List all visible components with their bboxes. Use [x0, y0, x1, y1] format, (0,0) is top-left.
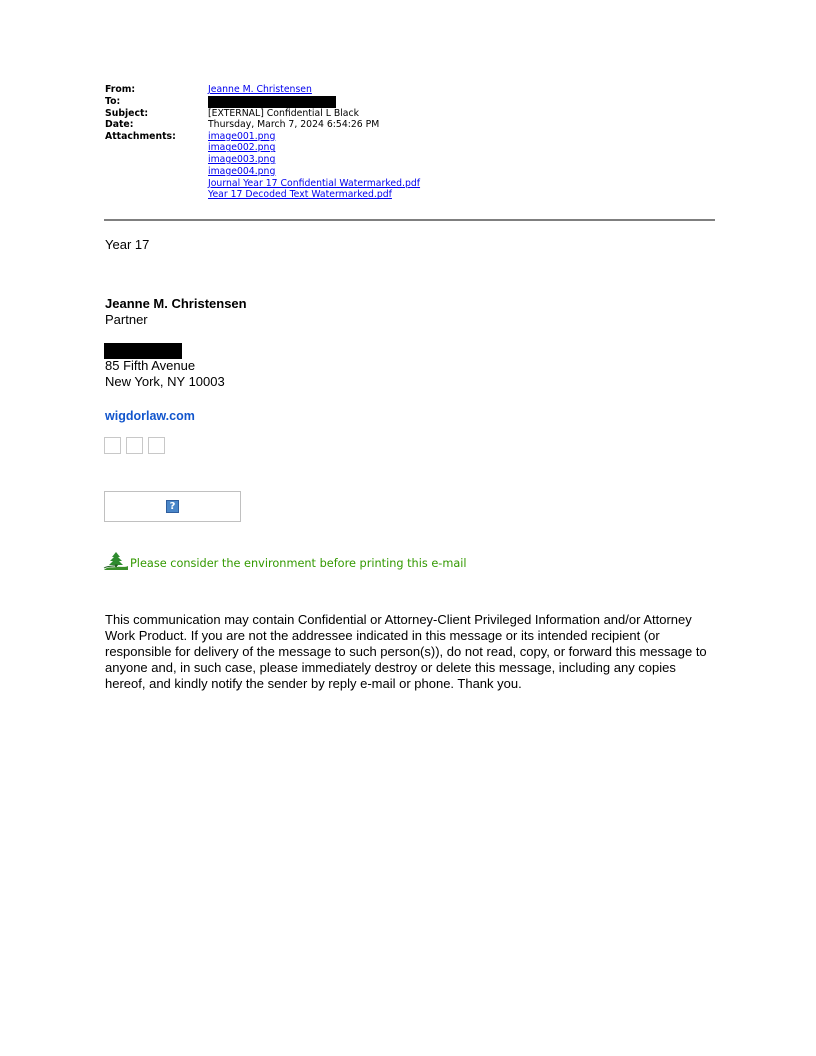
subject-value: [EXTERNAL] Confidential L Black	[208, 107, 359, 119]
social-icon-placeholder[interactable]	[104, 437, 121, 454]
to-label: To:	[105, 95, 121, 107]
message-body: Year 17	[105, 237, 150, 252]
broken-image-box	[104, 491, 241, 522]
signature-title: Partner	[105, 312, 148, 327]
attachment-link[interactable]: image003.png	[208, 154, 276, 166]
date-value: Thursday, March 7, 2024 6:54:26 PM	[208, 119, 380, 130]
attachment-link[interactable]: image002.png	[208, 142, 276, 154]
tree-icon	[103, 551, 129, 571]
attachments-row	[105, 131, 715, 202]
environment-note	[103, 551, 467, 571]
social-icon-placeholder[interactable]	[148, 437, 165, 454]
environment-text: Please consider the environment before printing this e-mail	[130, 557, 467, 570]
date-row	[105, 119, 715, 131]
header-divider	[104, 219, 715, 221]
attachments-label: Attachments:	[105, 130, 176, 142]
address-line-2: New York, NY 10003	[105, 374, 225, 389]
to-row	[105, 96, 715, 108]
missing-image-icon: ?	[166, 500, 179, 513]
subject-label: Subject:	[105, 107, 149, 119]
social-icons	[104, 437, 165, 454]
subject-row	[105, 108, 715, 120]
date-label: Date:	[105, 119, 134, 130]
redacted-recipient	[208, 96, 336, 108]
email-header	[105, 84, 715, 201]
from-row	[105, 84, 715, 96]
social-icon-placeholder[interactable]	[126, 437, 143, 454]
attachment-link[interactable]: image004.png	[208, 165, 276, 177]
legal-disclaimer: This communication may contain Confidential or Attorney-Client Privileged Information and/or Attorney Work Product. If you are not the addressee indicated in this message or its intended recipient (or responsible for delivery of the message to such person(s)), do not read, copy, or forward this message to anyone and, in such case, please immediately destroy or delete this message, including any copies hereof, and kindly notify the sender by reply e-mail or phone. Thank you.	[105, 612, 707, 691]
redacted-firm-name	[104, 343, 182, 359]
signature-name: Jeanne M. Christensen	[105, 296, 247, 311]
attachments-list	[208, 131, 715, 202]
website-link[interactable]: wigdorlaw.com	[105, 409, 195, 423]
attachment-link[interactable]: Year 17 Decoded Text Watermarked.pdf	[208, 189, 392, 201]
attachment-link[interactable]: Journal Year 17 Confidential Watermarked.pdf	[208, 177, 421, 189]
from-label: From:	[105, 84, 136, 95]
attachment-link[interactable]: image001.png	[208, 130, 276, 142]
address-line-1: 85 Fifth Avenue	[105, 358, 196, 373]
from-link[interactable]: Jeanne M. Christensen	[208, 84, 312, 95]
